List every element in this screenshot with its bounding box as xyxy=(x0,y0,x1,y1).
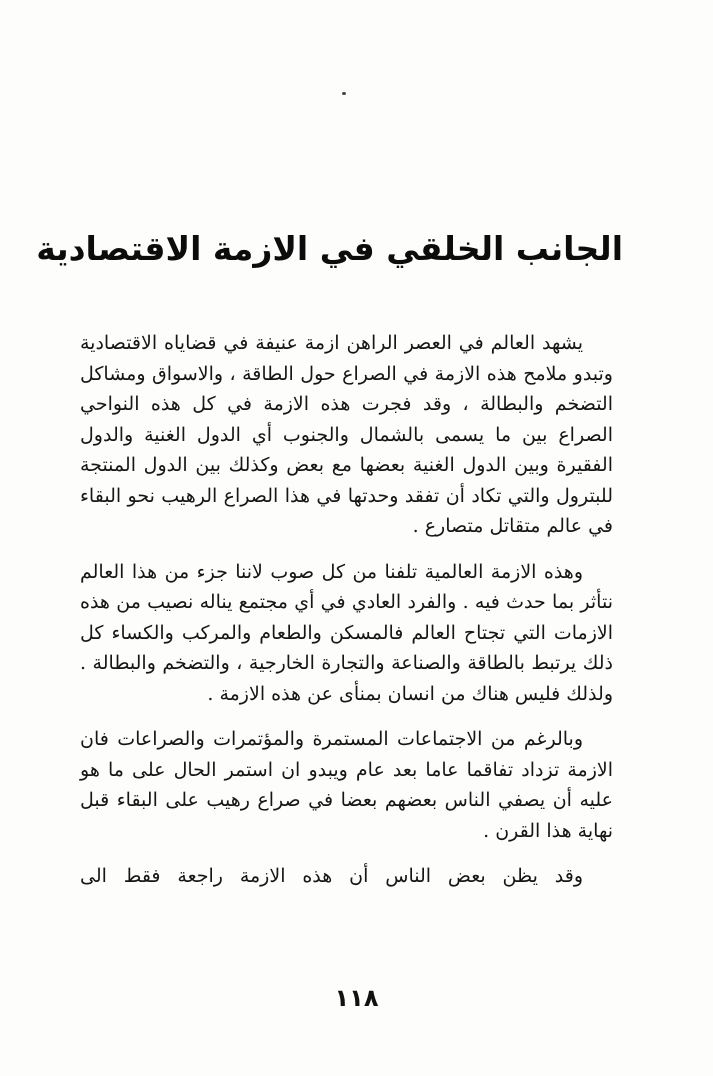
paragraph: وهذه الازمة العالمية تلفنا من كل صوب لاننا جزء من هذا العالم نتأثر بما حدث فيه . والفرد العادي في أي مجتمع يناله نصيب من هذه الازمات التي تجتاح العالم فالمسكن والطعام والمركب والكساء كل ذلك يرتبط بالطاقة والصناعة والتجارة الخارجية ، والتضخم والبطالة . ولذلك فليس هناك من انسان بمنأى عن هذه الازمة . xyxy=(80,560,613,705)
paragraph: يشهد العالم في العصر الراهن ازمة عنيفة في قضاياه الاقتصادية وتبدو ملامح هذه الازمة في الصراع حول الطاقة ، والاسواق ومشاكل التضخم والبطالة ، وقد فجرت هذه الازمة في كل هذه النواحي الصراع بين ما يسمى بالشمال والجنوب أي الدول الغنية والدول الفقيرة وبين الدول الغنية بعضها مع بعض وكذلك بين الدول المنتجة للبترول والتي تكاد أن تفقد وحدتها في هذا الصراع الرهيب نحو البقاء في عالم متقاتل متصارع . xyxy=(80,332,613,537)
body-text xyxy=(80,328,613,907)
chapter-title: الجانب الخلقي في الازمة الاقتصادية xyxy=(36,229,623,268)
page-number: ١١٨ xyxy=(334,984,379,1012)
paragraph: وبالرغم من الاجتماعات المستمرة والمؤتمرات والصراعات فان الازمة تزداد تفاقما عاما بعد عام ويبدو ان استمر الحال على ما هو عليه أن يصفي الناس بعضهم بعضا في صراع رهيب على البقاء قبل نهاية هذا القرن . xyxy=(80,728,613,842)
paragraph: وقد يظن بعض الناس أن هذه الازمة راجعة فقط الى xyxy=(80,865,583,887)
print-speck xyxy=(342,92,346,95)
